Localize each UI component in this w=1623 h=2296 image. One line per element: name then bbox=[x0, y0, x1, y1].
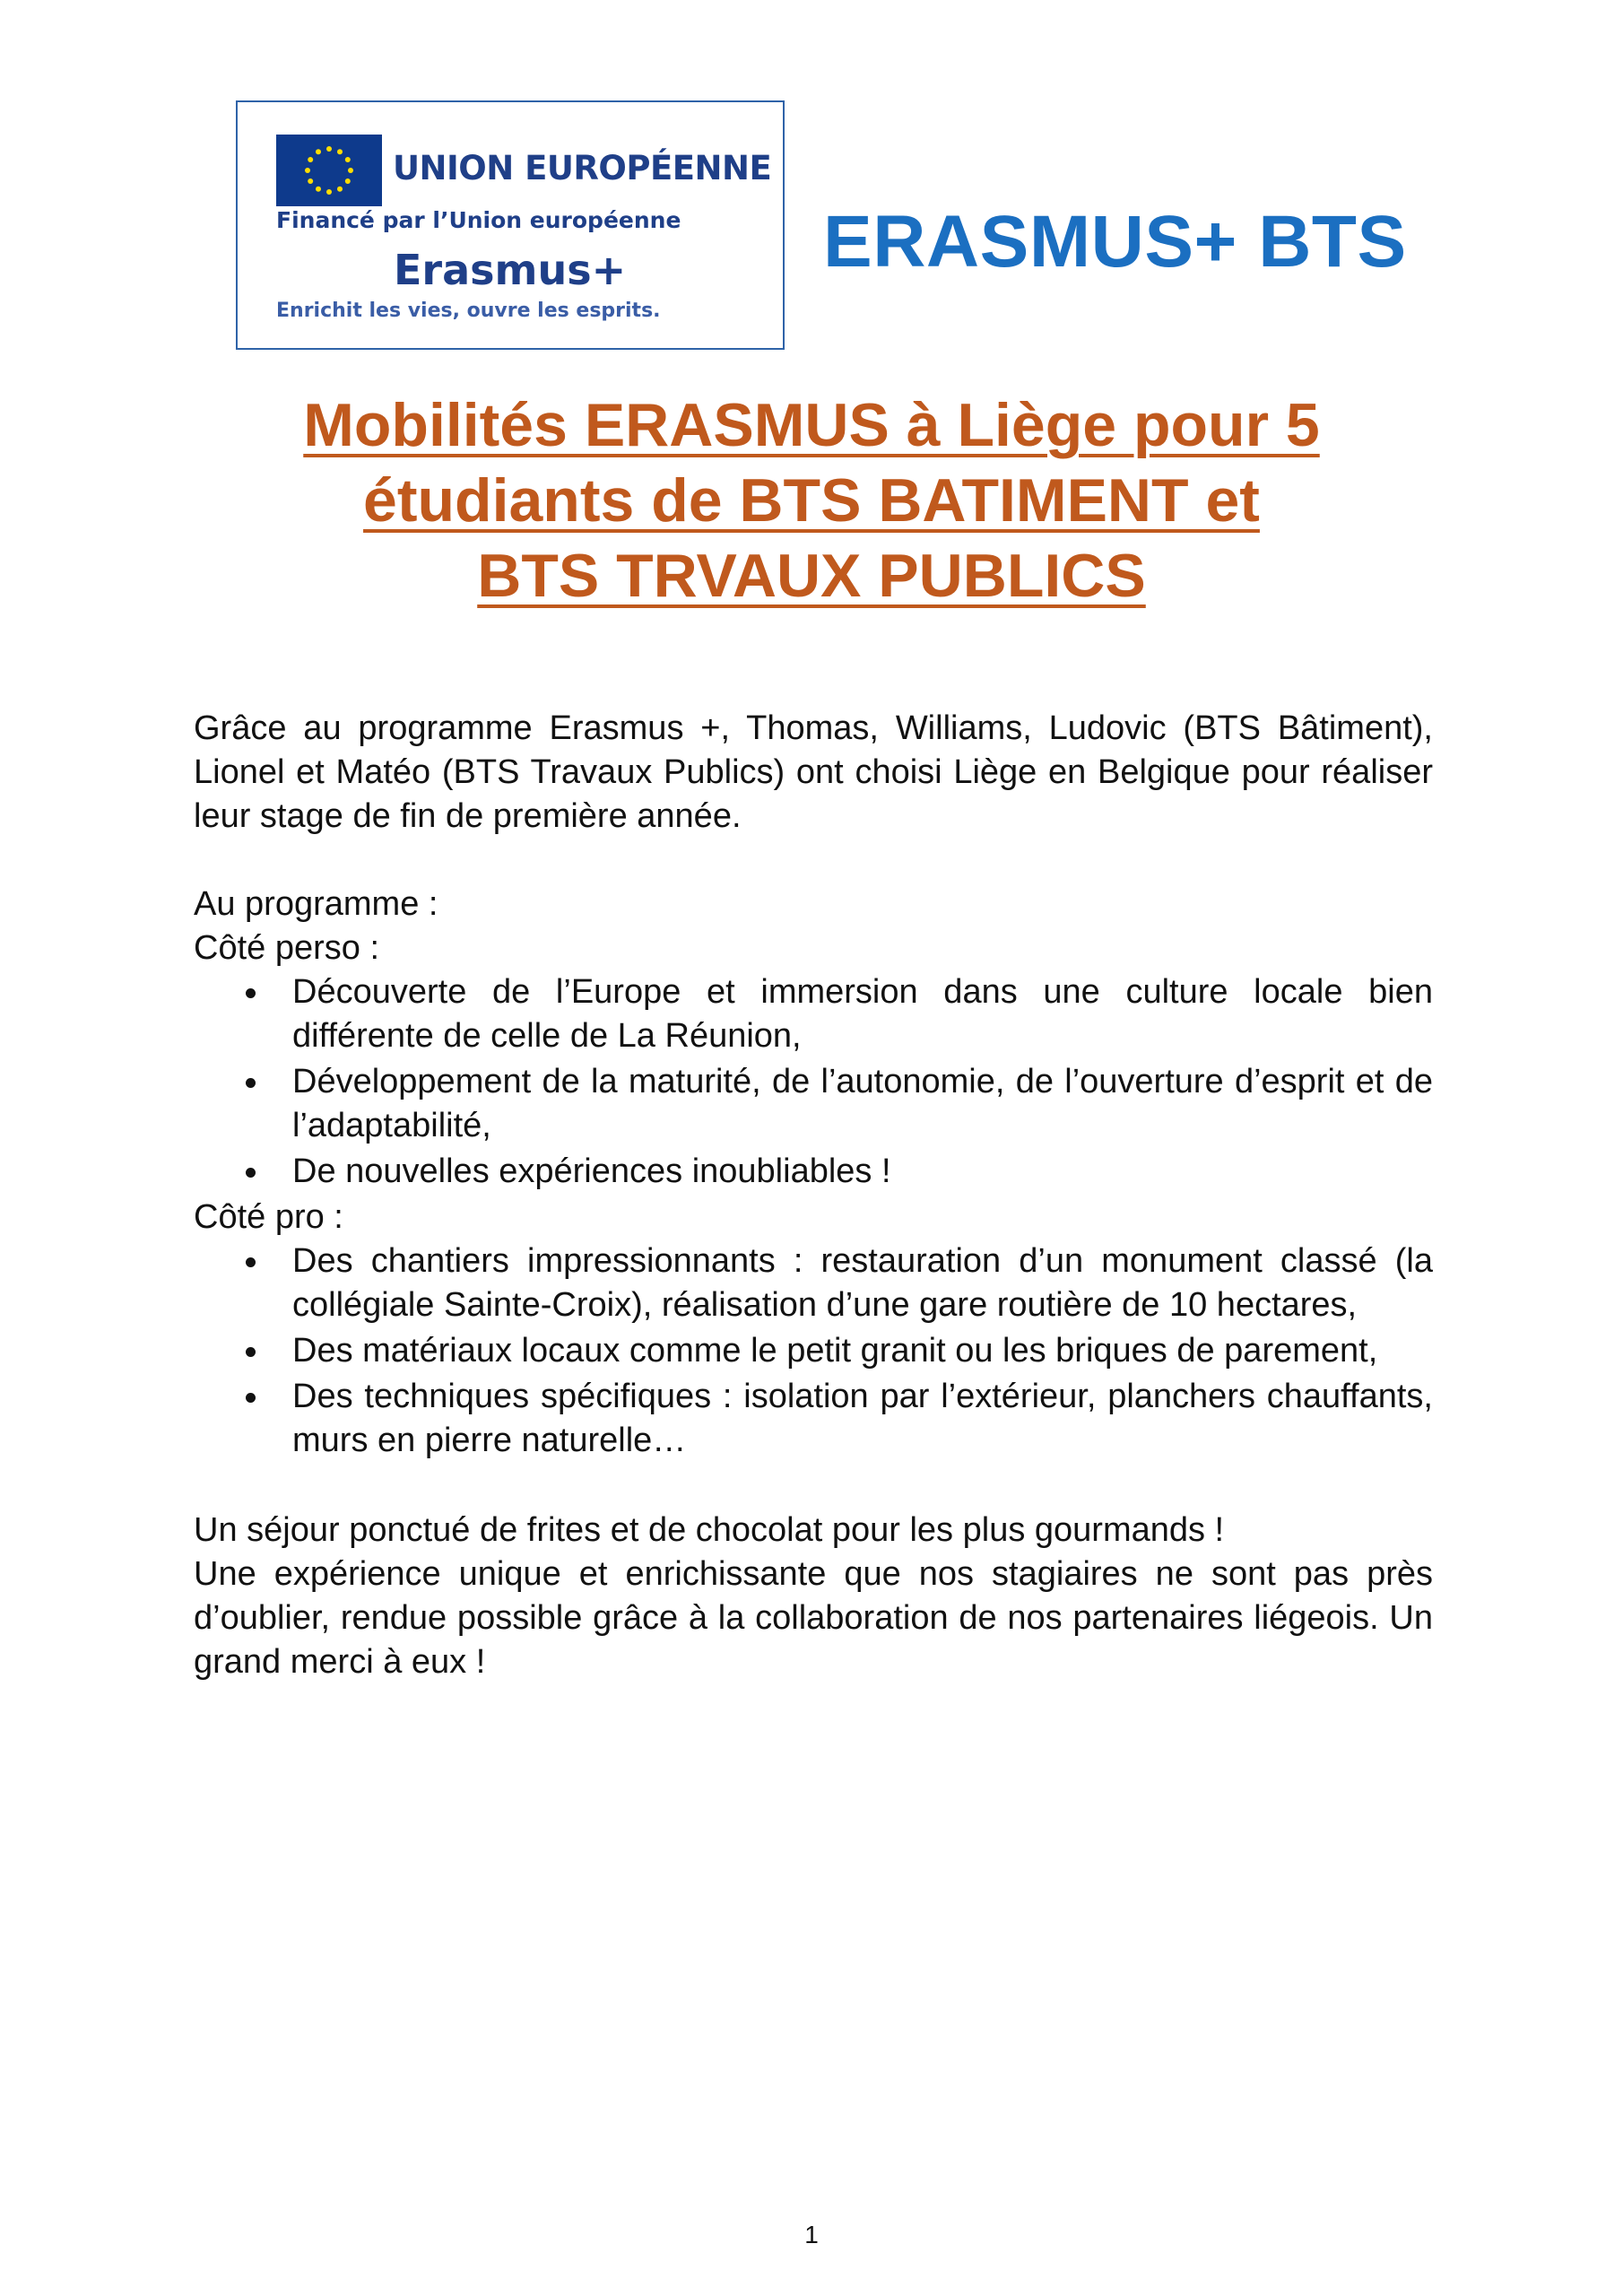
bullet-icon bbox=[246, 1078, 256, 1088]
list-item-text: Développement de la maturité, de l’autonomie, de l’ouverture d’esprit et de l’adaptabilité, bbox=[292, 1063, 1433, 1144]
article-body bbox=[194, 707, 1433, 1684]
logo-tagline-text: Enrichit les vies, ouvre les esprits. bbox=[276, 300, 661, 322]
title-line-3: BTS TRVAUX PUBLICS bbox=[477, 542, 1146, 610]
page-title bbox=[179, 387, 1444, 613]
eu-flag-icon bbox=[276, 135, 382, 206]
bullet-icon bbox=[246, 1168, 256, 1178]
list-item-text: Découverte de l’Europe et immersion dans une culture locale bien différente de celle de La Réunion, bbox=[292, 973, 1433, 1055]
list-item-text: Des matériaux locaux comme le petit granit ou les briques de parement, bbox=[292, 1332, 1378, 1370]
list-item bbox=[194, 1239, 1433, 1327]
logo-finance-text: Financé par l’Union européenne bbox=[276, 207, 681, 233]
list-item bbox=[194, 1060, 1433, 1148]
list-item bbox=[194, 1329, 1433, 1373]
list-item-text: Des chantiers impressionnants : restauration d’un monument classé (la collégiale Sainte-Croix), réalisation d’une gare routière de 10 hectares, bbox=[292, 1242, 1433, 1324]
bullet-icon bbox=[246, 1347, 256, 1357]
closing-line-1: Un séjour ponctué de frites et de chocolat pour les plus gourmands ! bbox=[194, 1511, 1225, 1549]
list-item bbox=[194, 970, 1433, 1058]
bullet-icon bbox=[246, 988, 256, 998]
logo-erasmus-text: Erasmus+ bbox=[394, 246, 627, 294]
programme-label: Au programme : bbox=[194, 885, 438, 923]
logo-union-text: UNION EUROPÉENNE bbox=[393, 149, 772, 187]
page-number: 1 bbox=[804, 2221, 819, 2248]
bullet-icon bbox=[246, 1393, 256, 1403]
list-item bbox=[194, 1375, 1433, 1463]
perso-label: Côté perso : bbox=[194, 929, 379, 967]
title-line-2: étudiants de BTS BATIMENT et bbox=[363, 466, 1260, 535]
title-line-1: Mobilités ERASMUS à Liège pour 5 bbox=[303, 391, 1320, 459]
list-item-text: Des techniques spécifiques : isolation par l’extérieur, planchers chauffants, murs en pierre naturelle… bbox=[292, 1378, 1433, 1459]
pro-label: Côté pro : bbox=[194, 1198, 343, 1236]
list-item-text: De nouvelles expériences inoubliables ! bbox=[292, 1152, 891, 1190]
closing-line-2: Une expérience unique et enrichissante que nos stagiaires ne sont pas près d’oublier, rendue possible grâce à la collaboration de nos partenaires liégeois. Un grand merci à eux ! bbox=[194, 1555, 1433, 1681]
eu-stars-icon bbox=[276, 135, 382, 206]
eu-erasmus-logo bbox=[236, 100, 785, 350]
intro-paragraph: Grâce au programme Erasmus +, Thomas, Williams, Ludovic (BTS Bâtiment), Lionel et Matéo (BTS Travaux Publics) ont choisi Liège en Belgique pour réaliser leur stage de fin de première année. bbox=[194, 709, 1433, 835]
list-item bbox=[194, 1150, 1433, 1194]
perso-list bbox=[194, 970, 1433, 1194]
pro-list bbox=[194, 1239, 1433, 1463]
header-title: ERASMUS+ BTS bbox=[823, 201, 1407, 283]
bullet-icon bbox=[246, 1257, 256, 1267]
